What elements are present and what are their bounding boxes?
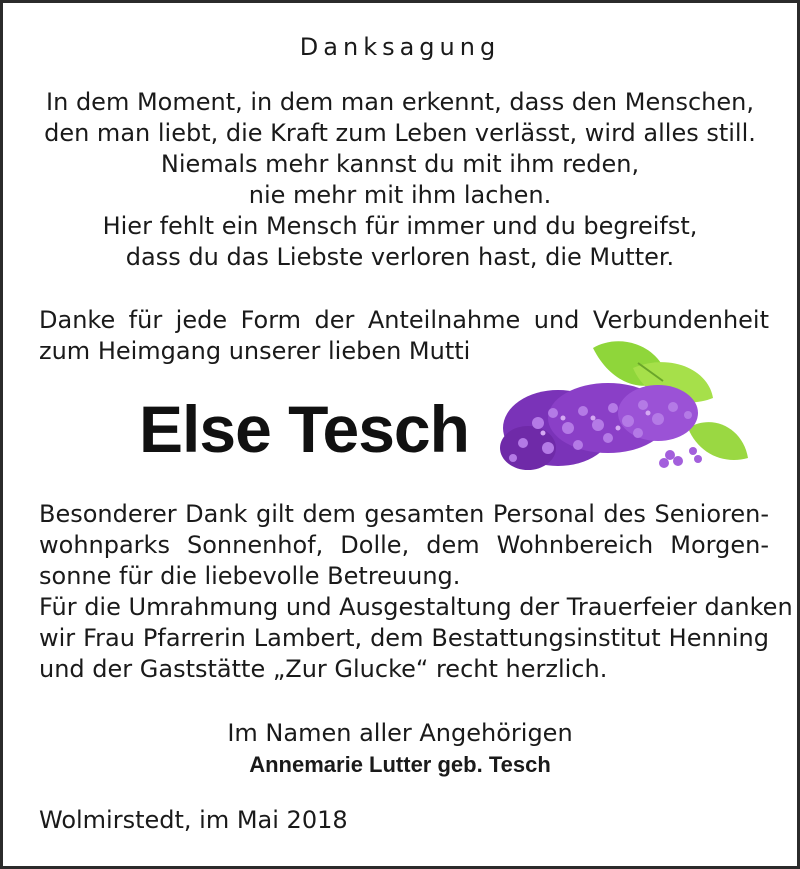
- paragraph-line: Für die Umrahmung und Ausgestaltung der Trauerfeier danken: [39, 593, 793, 621]
- poem-line: den man liebt, die Kraft zum Leben verlässt, wird alles still.: [44, 119, 756, 147]
- signature-block: [3, 718, 797, 780]
- poem-line: Hier fehlt ein Mensch für immer und du begreifst,: [102, 212, 698, 240]
- poem: [3, 87, 797, 273]
- signature-intro: Im Namen aller Angehörigen: [227, 719, 573, 747]
- deceased-name: Else Tesch: [139, 392, 469, 466]
- paragraph-line: und der Gaststätte „Zur Glucke“ recht herzlich.: [39, 655, 608, 683]
- acknowledgement-paragraph: [39, 499, 793, 685]
- thanks-line: Danke für jede Form der Anteilnahme und Verbundenheit: [39, 306, 769, 334]
- paragraph-line: Besonderer Dank gilt dem gesamten Personal des Senioren-: [39, 500, 769, 528]
- thanks-line: zum Heimgang unserer lieben Mutti: [39, 337, 471, 365]
- lilac-flower-icon: [498, 333, 758, 483]
- paragraph-line: wohnparks Sonnenhof, Dolle, dem Wohnbereich Morgen-: [39, 531, 769, 559]
- leaf: [688, 422, 748, 460]
- signature-name: Annemarie Lutter geb. Tesch: [249, 752, 551, 777]
- paragraph-line: sonne für die liebevolle Betreuung.: [39, 562, 461, 590]
- poem-line: dass du das Liebste verloren hast, die Mutter.: [125, 243, 675, 271]
- paragraph-line: wir Frau Pfarrerin Lambert, dem Bestattungsinstitut Henning: [39, 624, 769, 652]
- poem-line: nie mehr mit ihm lachen.: [248, 181, 552, 209]
- poem-line: Niemals mehr kannst du mit ihm reden,: [160, 150, 640, 178]
- heading: Danksagung: [299, 33, 501, 61]
- poem-line: In dem Moment, in dem man erkennt, dass den Menschen,: [46, 88, 754, 116]
- place-date: Wolmirstedt, im Mai 2018: [39, 806, 348, 834]
